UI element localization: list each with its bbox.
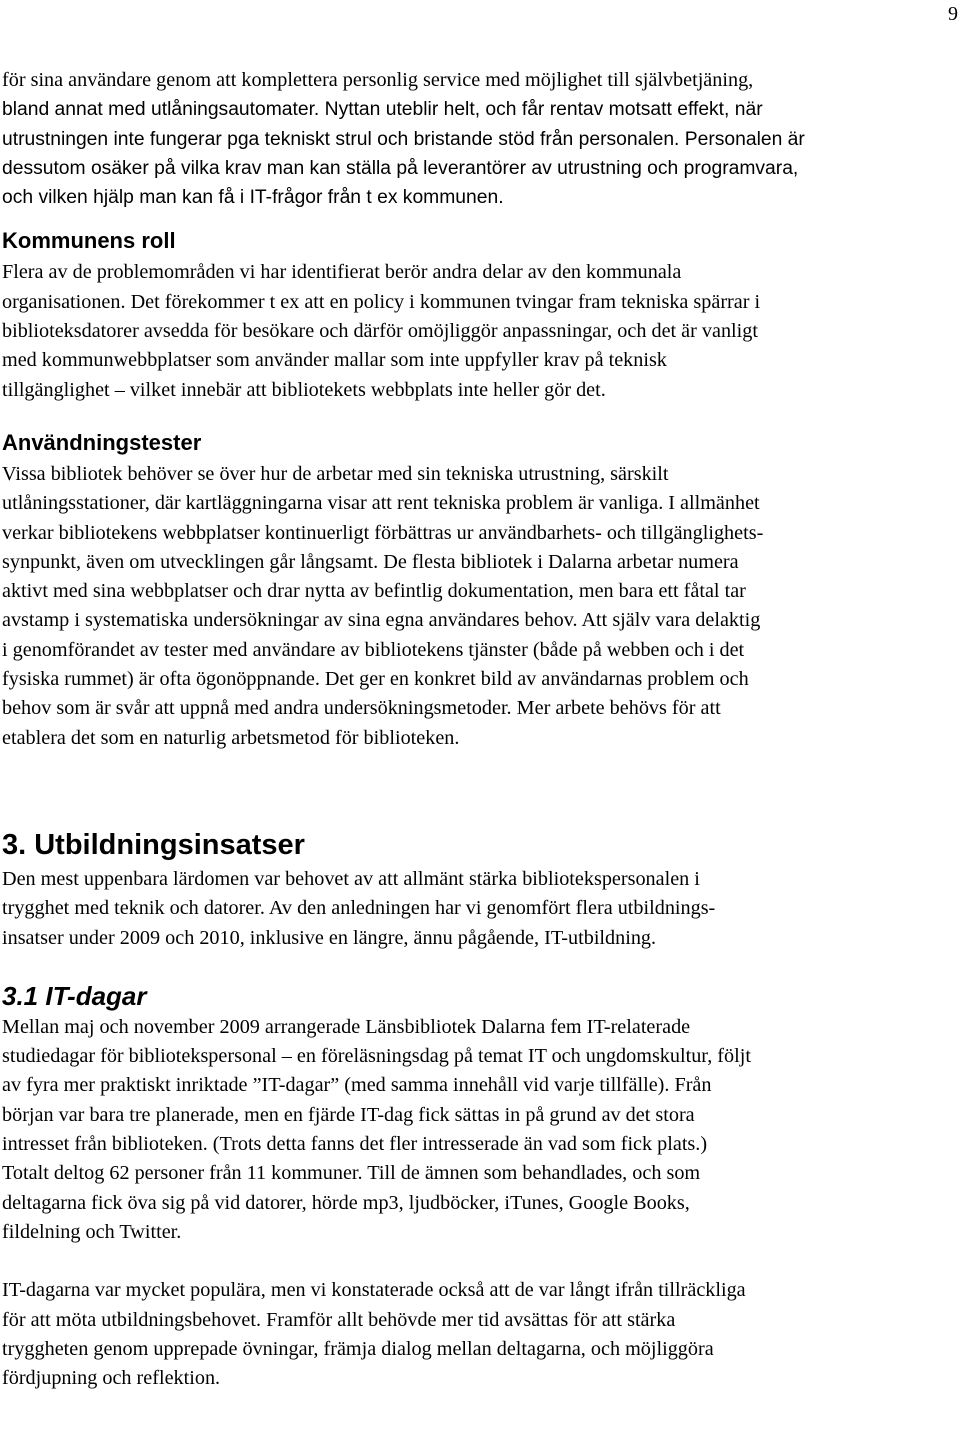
body-line: intresset från biblioteken. (Trots detta fanns det fler intresserade än vad som fick plats.): [2, 1133, 708, 1156]
heading-it-dagar: 3.1 IT-dagar: [2, 980, 147, 1011]
intro-line: för sina användare genom att komplettera personlig service med möjlighet till självbetjäning,: [2, 69, 754, 91]
body-line: trygghet med teknik och datorer. Av den anledningen har vi genomfört flera utbildnings-: [2, 897, 716, 920]
intro-line: och vilken hjälp man kan få i IT-frågor från t ex kommunen.: [2, 187, 504, 209]
body-line: organisationen. Det förekommer t ex att en policy i kommunen tvingar fram tekniska spärrar i: [2, 290, 761, 313]
intro-line: utrustningen inte fungerar pga tekniskt strul och bristande stöd från personalen. Personalen är: [2, 128, 805, 150]
utbildningsinsatser-paragraph: [2, 865, 956, 953]
page-number: 9: [948, 3, 958, 25]
body-line: början var bara tre planerade, men en fjärde IT-dag fick sättas in på grund av det stora: [2, 1103, 695, 1126]
body-line: studiedagar för bibliotekspersonal – en föreläsningsdag på temat IT och ungdomskultur, följt: [2, 1045, 751, 1068]
intro-paragraph: [2, 66, 956, 212]
body-line: behov som är svår att uppnå med andra undersökningsmetoder. Mer arbete behövs för att: [2, 697, 721, 720]
body-line: avstamp i systematiska undersökningar av sina egna användares behov. Att själv vara delaktig: [2, 609, 761, 632]
heading-utbildningsinsatser: 3. Utbildningsinsatser: [2, 828, 305, 861]
body-line: Den mest uppenbara lärdomen var behovet av att allmänt stärka bibliotekspersonalen i: [2, 867, 700, 890]
body-line: i genomförandet av tester med användare av bibliotekens tjänster (både på webben och i det: [2, 638, 745, 661]
body-line: med kommunwebbplatser som använder mallar som inte uppfyller krav på teknisk: [2, 349, 667, 372]
body-line: fysiska rummet) är ofta ögonöppnande. Det ger en konkret bild av användarnas problem och: [2, 668, 749, 691]
body-line: Mellan maj och november 2009 arrangerade Länsbibliotek Dalarna fem IT-relaterade: [2, 1015, 691, 1038]
body-line: aktivt med sina webbplatser och drar nytta av befintlig dokumentation, men bara ett fåtal tar: [2, 580, 746, 603]
body-line: synpunkt, även om utvecklingen går långsamt. De flesta bibliotek i Dalarna arbetar numera: [2, 550, 739, 573]
body-line: Totalt deltog 62 personer från 11 kommuner. Till de ämnen som behandlades, och som: [2, 1162, 701, 1185]
kommunens-roll-paragraph: [2, 258, 956, 404]
body-line: IT-dagarna var mycket populära, men vi konstaterade också att de var långt ifrån tillräckliga: [2, 1279, 746, 1302]
it-dagar-paragraph-1: [2, 1013, 956, 1247]
body-line: tillgänglighet – vilket innebär att bibliotekets webbplats inte heller gör det.: [2, 378, 606, 401]
body-line: Vissa bibliotek behöver se över hur de arbetar med sin tekniska utrustning, särskilt: [2, 462, 669, 485]
body-line: av fyra mer praktiskt inriktade ”IT-dagar” (med samma innehåll vid varje tillfälle). Från: [2, 1074, 712, 1097]
body-line: insatser under 2009 och 2010, inklusive en längre, ännu pågående, IT-utbildning.: [2, 926, 657, 949]
intro-line: dessutom osäker på vilka krav man kan ställa på leverantörer av utrustning och programvara,: [2, 157, 799, 179]
body-line: biblioteksdatorer avsedda för besökare och därför omöjliggör anpassningar, och det är vanligt: [2, 320, 758, 343]
body-line: verkar bibliotekens webbplatser kontinuerligt förbättras ur användbarhets- och tillgänglighets-: [2, 521, 764, 544]
body-line: deltagarna fick öva sig på vid datorer, hörde mp3, ljudböcker, iTunes, Google Books,: [2, 1191, 690, 1214]
body-line: fildelning och Twitter.: [2, 1220, 182, 1243]
document-body: [2, 66, 956, 1393]
intro-line: bland annat med utlåningsautomater. Nyttan uteblir helt, och får rentav motsatt effekt, när: [2, 99, 763, 121]
it-dagar-paragraph-2: [2, 1276, 956, 1393]
body-line: utlåningsstationer, där kartläggningarna visar att rent tekniska problem är vanliga. I allmänhet: [2, 492, 760, 515]
heading-kommunens-roll: Kommunens roll: [2, 228, 176, 254]
body-line: för att möta utbildningsbehovet. Framför allt behövde mer tid avsättas för att stärka: [2, 1308, 676, 1331]
body-line: etablera det som en naturlig arbetsmetod för biblioteken.: [2, 726, 460, 749]
body-line: Flera av de problemområden vi har identifierat berör andra delar av den kommunala: [2, 261, 682, 284]
anvandningstester-paragraph: [2, 460, 956, 753]
heading-anvandningstester: Användningstester: [2, 429, 202, 455]
body-line: tryggheten genom upprepade övningar, främja dialog mellan deltagarna, och möjliggöra: [2, 1337, 714, 1360]
body-line: fördjupning och reflektion.: [2, 1367, 221, 1390]
